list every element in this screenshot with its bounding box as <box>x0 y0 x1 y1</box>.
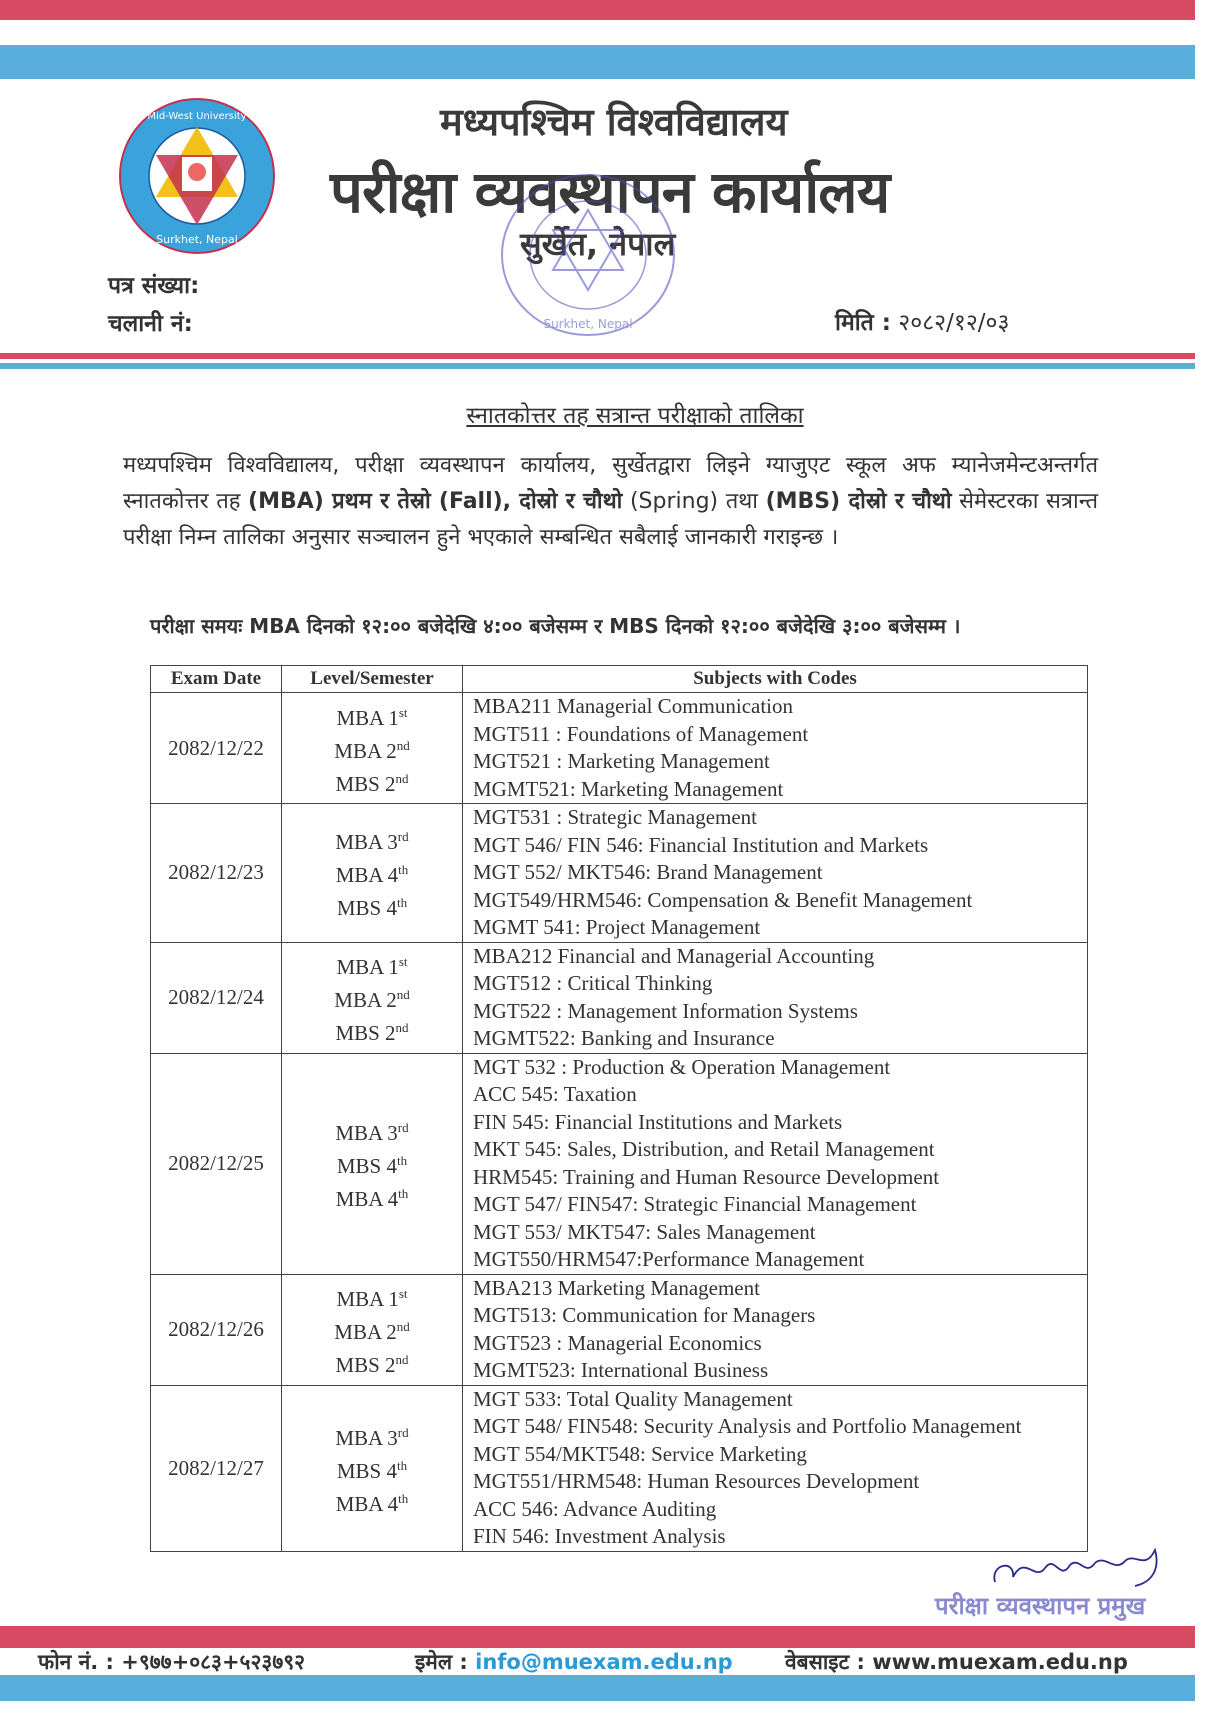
website-label: वेबसाइट : <box>785 1650 865 1674</box>
level-name: MBA 4 <box>335 1491 399 1516</box>
subject-item: MGT522 : Management Information Systems <box>473 998 858 1023</box>
subject-item: FIN 545: Financial Institutions and Markets <box>473 1109 843 1134</box>
level-ordinal: rd <box>397 1120 409 1135</box>
level-semester <box>282 942 463 1053</box>
level-item <box>283 1114 461 1147</box>
level-item <box>283 699 461 732</box>
level-ordinal: st <box>398 704 408 720</box>
exam-time: परीक्षा समयः MBA दिनको १२:०० बजेदेखि ४:०० बजेसम्म र MBS दिनको १२:०० बजेदेखि ३:०० बजेसम्म । <box>150 614 961 638</box>
subject-item: MKT 545: Sales, Distribution, and Retail Management <box>473 1137 935 1161</box>
level-name: MBA 3 <box>335 1425 398 1450</box>
subject-item: ACC 546: Advance Auditing <box>473 1496 717 1521</box>
subjects <box>463 693 1088 804</box>
subjects <box>463 942 1088 1053</box>
subject-item: HRM545: Training and Human Resource Development <box>473 1164 940 1189</box>
subject-item: MGT 532 : Production & Operation Management <box>473 1054 891 1079</box>
level-semester <box>282 804 463 943</box>
table-row <box>151 1274 1088 1385</box>
subject-item: MGMT521: Marketing Management <box>473 776 784 801</box>
subject-item: MGT511 : Foundations of Management <box>473 721 809 746</box>
level-ordinal: nd <box>396 987 410 1002</box>
level-ordinal: th <box>398 1186 409 1201</box>
subject-item: MGMT522: Banking and Insurance <box>473 1026 775 1050</box>
level-ordinal: rd <box>397 829 409 845</box>
level-name: MBS 4 <box>336 896 397 921</box>
top-red-band <box>0 0 1195 20</box>
para-bold-1: (MBA) प्रथम र तेस्रो (Fall), दोस्रो र चौथो <box>248 489 623 514</box>
email-label: इमेल : <box>415 1650 468 1674</box>
subject-item: MGT550/HRM547:Performance Management <box>473 1247 865 1271</box>
level-semester <box>282 693 463 804</box>
subjects <box>463 1274 1088 1385</box>
header-red-line <box>0 353 1195 359</box>
exam-date: 2082/12/23 <box>151 804 282 943</box>
para-bold-2: (MBS) दोस्रो र चौथो <box>765 489 952 514</box>
para-text-3: सेमेस्टरका सत्रान्त परीक्षा निम्न तालिका अनुसार सञ्चालन हुने भएकाले सम्बन्धित सबैलाई जानकारी गराइन्छ । <box>123 489 1099 550</box>
exam-date: 2082/12/25 <box>151 1053 282 1274</box>
table-row <box>151 942 1088 1053</box>
level-name: MBS 4 <box>336 1154 397 1178</box>
header-blue-line <box>0 363 1195 369</box>
office-name: परीक्षा व्यवस्थापन कार्यालय <box>330 158 890 226</box>
level-name: MBA 1 <box>336 705 399 730</box>
level-item <box>283 1346 461 1379</box>
level-name: MBA 4 <box>335 863 399 888</box>
level-item <box>283 1485 461 1518</box>
subject-item: MGT531 : Strategic Management <box>473 805 758 829</box>
phone-label: फोन नं. : <box>38 1650 114 1674</box>
website-link[interactable]: www.muexam.edu.np <box>872 1650 1128 1674</box>
subject-item: FIN 546: Investment Analysis <box>473 1524 726 1548</box>
level-name: MBA 1 <box>336 955 399 979</box>
level-name: MBS 2 <box>335 771 396 796</box>
subject-item: MGT523 : Managerial Economics <box>473 1330 762 1355</box>
level-name: MBS 4 <box>336 1458 397 1483</box>
level-item <box>283 732 461 765</box>
para-text-1: मध्यपश्चिम विश्वविद्यालय, परीक्षा व्यवस्थापन कार्यालय, सुर्खेतद्वारा लिइने ग्याजुएट स्कूल अफ म्यानेजमेन्टअन्तर्गत स्नातकोत्तर तह <box>123 453 1098 514</box>
subject-item: MBA212 Financial and Managerial Accounting <box>473 943 875 968</box>
para-text-2: (Spring) तथा <box>622 489 766 514</box>
table-row <box>151 1385 1088 1551</box>
header-level-semester: Level/Semester <box>282 666 463 693</box>
level-ordinal: th <box>396 895 408 911</box>
subject-item: MBA213 Marketing Management <box>473 1275 760 1300</box>
level-item <box>283 856 461 889</box>
level-ordinal: nd <box>395 1020 409 1035</box>
level-item <box>283 1313 461 1346</box>
level-semester <box>282 1274 463 1385</box>
footer-email <box>415 1648 733 1676</box>
level-semester <box>282 1053 463 1274</box>
subject-item: MBA211 Managerial Communication <box>473 694 794 718</box>
university-name: मध्यपश्चिम विश्वविद्यालय <box>440 100 788 144</box>
level-item <box>283 889 461 922</box>
level-ordinal: st <box>398 1286 408 1301</box>
level-item <box>283 1180 461 1213</box>
subjects <box>463 1053 1088 1274</box>
level-item <box>283 1452 461 1485</box>
subject-item: MGT 546/ FIN 546: Financial Institution and Markets <box>473 832 929 857</box>
level-name: MBA 2 <box>334 738 397 763</box>
table-row <box>151 1053 1088 1274</box>
svg-text:Surkhet, Nepal: Surkhet, Nepal <box>543 317 633 331</box>
office-location: सुर्खेत, नेपाल <box>520 225 676 263</box>
header-subjects: Subjects with Codes <box>463 666 1088 693</box>
footer-phone <box>38 1648 305 1676</box>
level-item <box>283 981 461 1014</box>
university-logo <box>118 97 276 255</box>
table-row <box>151 693 1088 804</box>
subject-item: MGT513: Communication for Managers <box>473 1303 816 1327</box>
level-name: MBS 2 <box>335 1021 396 1045</box>
subject-item: MGT512 : Critical Thinking <box>473 971 713 995</box>
svg-text:Surkhet, Nepal: Surkhet, Nepal <box>156 233 238 246</box>
exam-date: 2082/12/24 <box>151 942 282 1053</box>
table-header-row <box>151 666 1088 693</box>
subjects <box>463 804 1088 943</box>
level-name: MBA 3 <box>335 1121 398 1145</box>
level-item <box>283 1014 461 1047</box>
notice-title: स्नातकोत्तर तह सत्रान्त परीक्षाको तालिका <box>466 403 804 429</box>
exam-date: 2082/12/22 <box>151 693 282 804</box>
notice-paragraph <box>123 448 1098 556</box>
level-ordinal: nd <box>395 1352 409 1367</box>
table-row <box>151 804 1088 943</box>
header-exam-date: Exam Date <box>151 666 282 693</box>
level-ordinal: nd <box>396 737 410 753</box>
level-name: MBA 2 <box>334 1320 397 1344</box>
exam-schedule-table <box>150 665 1088 1552</box>
level-name: MBS 2 <box>335 1353 396 1377</box>
level-name: MBA 1 <box>336 1287 399 1311</box>
letter-date <box>835 305 1009 337</box>
office-stamp <box>498 170 678 340</box>
subject-item: MGT521 : Marketing Management <box>473 749 770 773</box>
level-ordinal: th <box>396 1457 408 1473</box>
date-label: मिति : <box>835 310 891 336</box>
footer-red-band <box>0 1626 1195 1648</box>
level-item <box>283 823 461 856</box>
level-item <box>283 765 461 798</box>
subject-item: MGT 548/ FIN548: Security Analysis and Portfolio Management <box>473 1414 1022 1438</box>
svg-text:Mid-West University: Mid-West University <box>147 111 247 122</box>
level-name: MBA 2 <box>334 988 397 1012</box>
subject-item: MGMT523: International Business <box>473 1358 769 1382</box>
level-ordinal: nd <box>395 770 409 786</box>
level-item <box>283 1280 461 1313</box>
subject-item: MGT 552/ MKT546: Brand Management <box>473 860 823 884</box>
level-semester <box>282 1385 463 1551</box>
subject-item: MGT549/HRM546: Compensation & Benefit Management <box>473 887 973 912</box>
level-name: MBA 3 <box>335 830 398 855</box>
letter-number-label: पत्र संख्या: <box>108 273 200 299</box>
level-ordinal: st <box>398 954 408 969</box>
level-ordinal: th <box>398 1490 409 1506</box>
dispatch-number-label: चलानी नं: <box>108 311 193 337</box>
exam-date: 2082/12/27 <box>151 1385 282 1551</box>
subject-item: MGMT 541: Project Management <box>473 915 761 939</box>
level-item <box>283 1419 461 1452</box>
email-link[interactable]: info@muexam.edu.np <box>475 1650 733 1674</box>
subject-item: MGT 554/MKT548: Service Marketing <box>473 1441 807 1466</box>
phone-number: +९७७+०८३+५२३७९२ <box>121 1650 306 1674</box>
subject-item: MGT 533: Total Quality Management <box>473 1386 793 1411</box>
level-name: MBA 4 <box>335 1187 399 1211</box>
top-blue-band <box>0 45 1195 79</box>
subject-item: MGT551/HRM548: Human Resources Development <box>473 1469 920 1493</box>
subject-item: MGT 547/ FIN547: Strategic Financial Management <box>473 1192 917 1216</box>
signature-designation: परीक्षा व्यवस्थापन प्रमुख <box>935 1592 1146 1620</box>
level-ordinal: rd <box>397 1424 409 1440</box>
signature <box>985 1546 1185 1588</box>
level-item <box>283 1147 461 1180</box>
subjects <box>463 1385 1088 1551</box>
date-value: २०८२/१२/०३ <box>898 310 1010 336</box>
subject-item: ACC 545: Taxation <box>473 1082 637 1106</box>
subject-item: MGT 553/ MKT547: Sales Management <box>473 1219 816 1244</box>
footer-blue-band <box>0 1675 1195 1701</box>
level-item <box>283 948 461 981</box>
footer-website <box>785 1648 1128 1676</box>
exam-date: 2082/12/26 <box>151 1274 282 1385</box>
level-ordinal: th <box>398 862 409 878</box>
level-ordinal: th <box>396 1153 408 1168</box>
level-ordinal: nd <box>396 1319 410 1334</box>
